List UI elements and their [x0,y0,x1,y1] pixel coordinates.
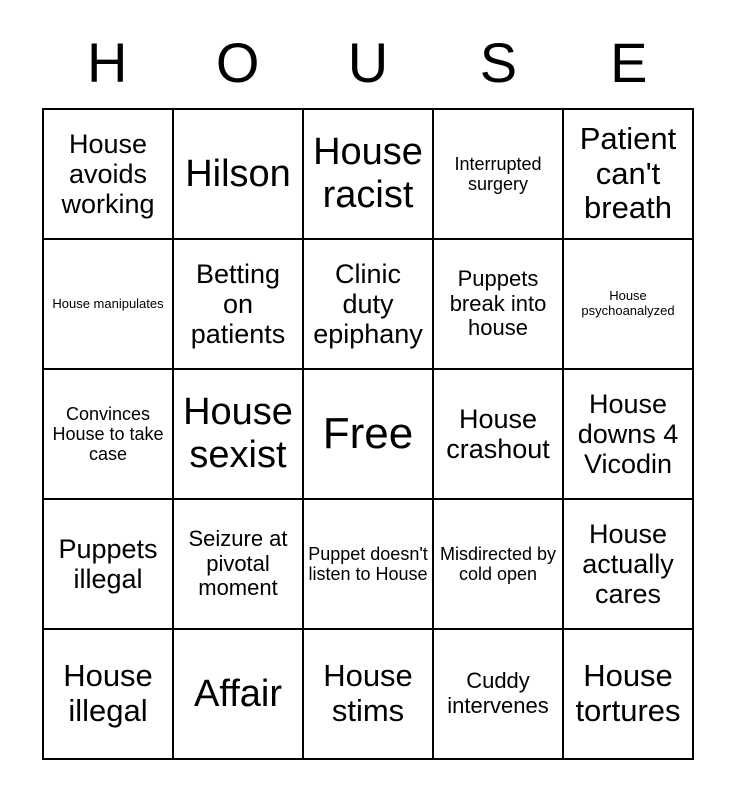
title-letter-3: U [347,31,389,94]
bingo-cell[interactable] [564,370,694,500]
bingo-cell[interactable] [564,240,694,370]
bingo-title [42,0,694,96]
bingo-cell[interactable] [304,500,434,630]
bingo-cell-label: Convinces House to take case [52,403,164,465]
bingo-cell[interactable] [44,240,174,370]
bingo-cell-label: House manipulates [52,295,164,311]
title-letter-4: S [479,31,518,94]
bingo-cell[interactable] [304,370,434,500]
bingo-cell-label: House sexist [183,391,293,476]
bingo-cell-label: House crashout [446,403,550,464]
bingo-cell[interactable] [174,110,304,240]
bingo-cell[interactable] [304,240,434,370]
bingo-cell-label: House tortures [575,658,681,728]
bingo-cell-label: House avoids working [61,128,155,220]
bingo-cell-label: House racist [313,131,423,216]
bingo-cell[interactable] [44,110,174,240]
bingo-cell[interactable] [304,630,434,760]
bingo-cell-label: Patient can't breath [579,120,677,226]
bingo-cell[interactable] [174,500,304,630]
bingo-cell-label: Hilson [185,152,291,195]
bingo-cell[interactable] [44,630,174,760]
bingo-cell-label: Puppets break into house [449,266,547,341]
bingo-cell-label: House stims [323,658,413,728]
bingo-cell-label: Seizure at pivotal moment [188,526,288,601]
bingo-cell[interactable] [434,500,564,630]
bingo-cell[interactable] [564,110,694,240]
bingo-cell[interactable] [174,630,304,760]
bingo-cell[interactable] [434,630,564,760]
bingo-cell-label: House illegal [63,658,153,728]
bingo-cell[interactable] [434,110,564,240]
bingo-cell[interactable] [44,370,174,500]
bingo-cell[interactable] [44,500,174,630]
bingo-cell[interactable] [434,370,564,500]
bingo-cell-label: House actually cares [582,518,674,610]
bingo-cell-label: Free [322,409,414,459]
bingo-cell-label: Affair [193,672,282,715]
bingo-cell-label: Puppet doesn't listen to House [308,543,428,584]
bingo-grid [42,108,694,760]
bingo-cell[interactable] [304,110,434,240]
title-letter-5: E [610,31,648,94]
title-letter-1: H [86,31,128,94]
title-letter-2: O [215,31,260,94]
bingo-cell[interactable] [564,500,694,630]
bingo-cell-label: Betting on patients [190,258,286,350]
bingo-cell-label: Clinic duty epiphany [313,258,423,350]
bingo-cell-label: Puppets illegal [58,533,158,594]
bingo-cell[interactable] [564,630,694,760]
bingo-cell-label: Interrupted surgery [454,153,542,194]
bingo-cell-label: Cuddy intervenes [447,668,549,718]
bingo-cell[interactable] [174,240,304,370]
bingo-cell-label: House downs 4 Vicodin [577,388,679,480]
bingo-cell[interactable] [434,240,564,370]
bingo-cell-label: House psychoanalyzed [581,288,675,318]
bingo-cell[interactable] [174,370,304,500]
bingo-cell-label: Misdirected by cold open [439,543,557,584]
